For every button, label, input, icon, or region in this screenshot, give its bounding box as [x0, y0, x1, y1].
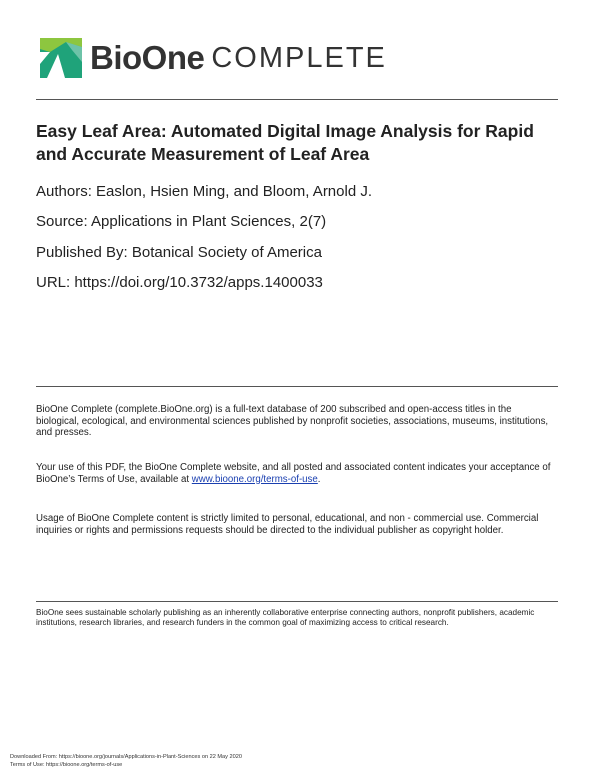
mission-statement: BioOne sees sustainable scholarly publishing as an inherently collaborative enterprise connecting authors, nonprofit publishers, academic institutions, research libraries, and research funders in the common goal of maximizing access to critical research.	[36, 608, 535, 628]
usage-notice: Usage of BioOne Complete content is strictly limited to personal, educational, and non - commercial use. Commercial inquiries or rights and permissions requests should be directed to the individual publisher as copyright holder.	[36, 513, 539, 536]
section-divider-bottom	[36, 601, 558, 602]
article-authors: Authors: Easlon, Hsien Ming, and Bloom, Arnold J.	[36, 183, 373, 200]
header-divider	[36, 99, 558, 100]
article-url[interactable]: URL: https://doi.org/10.3732/apps.1400033	[36, 274, 323, 291]
about-notice: BioOne Complete (complete.BioOne.org) is a full-text database of 200 subscribed and open-access titles in the biological, ecological, and environmental sciences published by nonprofit societies, associations, museums, institutions, and presses.	[36, 404, 549, 439]
article-publisher: Published By: Botanical Society of America	[36, 244, 322, 261]
terms-of-use-link[interactable]: www.bioone.org/terms-of-use	[191, 473, 318, 485]
bioone-complete-logo	[40, 37, 387, 79]
terms-notice	[36, 462, 556, 485]
brand-name-complete: COMPLETE	[211, 41, 387, 74]
terms-notice-text: Your use of this PDF, the BioOne Complete website, and all posted and associated content indicates your acceptance of BioOne’s Terms of Use, available at	[36, 462, 551, 485]
article-title: Easy Leaf Area: Automated Digital Image Analysis for Rapid and Accurate Measurement of Leaf Area	[36, 121, 534, 164]
section-divider-top	[36, 386, 558, 387]
footer-downloaded: Downloaded From: https://bioone.org/journals/Applications-in-Plant-Sciences on 22 May 2020	[10, 754, 242, 760]
bioone-leaf-logo-icon	[40, 38, 82, 78]
article-source: Source: Applications in Plant Sciences, 2(7)	[36, 213, 327, 230]
footer-terms: Terms of Use: https://bioone.org/terms-of-use	[10, 762, 123, 768]
brand-name-bioone: BioOne	[90, 39, 205, 76]
terms-notice-end: .	[317, 473, 321, 485]
